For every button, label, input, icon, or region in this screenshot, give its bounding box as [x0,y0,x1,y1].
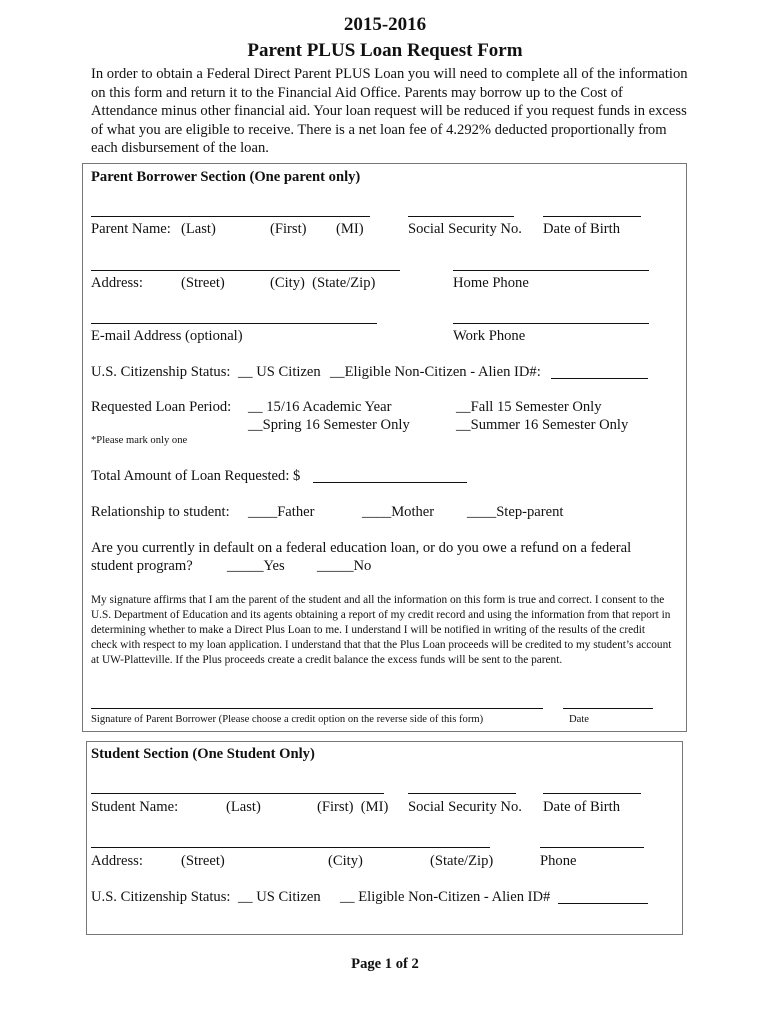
mark-only-one-note: *Please mark only one [91,435,188,446]
student-state-zip-label: (State/Zip) [430,853,494,869]
parent-email-label: E-mail Address (optional) [91,328,243,344]
parent-name-line[interactable] [91,216,370,217]
student-last-label: (Last) [226,799,261,815]
intro-paragraph: In order to obtain a Federal Direct Parent PLUS Loan you will need to complete all of the information on this form and return it to the Financial Aid Office. Parents may borrow up to the Cost of Attendance minus other financial aid. Your loan request will be reduced if you request funds in excess of what you are eligible to receive. There is a net loan fee of 4.292% deducted proportionally from each disbursement of the loan. [91,66,688,157]
page-number: Page 1 of 2 [351,956,419,972]
period-fall-option[interactable]: __Fall 15 Semester Only [456,399,602,415]
parent-home-phone-line[interactable] [453,270,649,271]
relationship-label: Relationship to student: [91,504,230,520]
default-question-line1: Are you currently in default on a federal education loan, or do you owe a refund on a federal [91,540,632,556]
student-phone-label: Phone [540,853,577,869]
form-year: 2015-2016 [343,14,427,35]
total-amount-line[interactable] [313,482,467,483]
student-alien-id-line[interactable] [558,903,648,904]
student-address-line[interactable] [91,847,490,848]
student-us-citizen-option[interactable]: __ US Citizen [238,889,321,905]
parent-email-line[interactable] [91,323,377,324]
student-address-label: Address: [91,853,143,869]
parent-city-state-label: (City) (State/Zip) [270,275,376,291]
parent-dob-line[interactable] [543,216,641,217]
parent-alien-id-line[interactable] [551,378,648,379]
form-title: Parent PLUS Loan Request Form [247,40,523,61]
parent-work-phone-line[interactable] [453,323,649,324]
student-city-label: (City) [328,853,363,869]
relationship-stepparent-option[interactable]: ____Step-parent [467,504,564,520]
signature-affirmation-text: My signature affirms that I am the parent of the student and all the information on this form is true and correct. I consent to the U.S. Department of Education and its agents obtaining a report of my credit record and using the information from that report in determining whether to make a Direct Plus Loan to me. I understand I will be notified in writing of the results of the credit check with respect to my loan application. I understand that that the Plus Loan proceeds will be credited to my student’s account at UW-Platteville. If the Plus proceeds create a credit balance the excess funds will be sent to the parent. [91,594,672,667]
parent-last-label: (Last) [181,221,216,237]
parent-address-line[interactable] [91,270,400,271]
parent-section-heading: Parent Borrower Section (One parent only) [91,169,361,185]
signature-date-line[interactable] [563,708,653,709]
period-spring-option[interactable]: __Spring 16 Semester Only [248,417,410,433]
default-no-option[interactable]: _____No [317,558,372,574]
parent-ssn-line[interactable] [408,216,514,217]
relationship-father-option[interactable]: ____Father [248,504,315,520]
student-dob-label: Date of Birth [543,799,621,815]
student-noncitizen-option[interactable]: __ Eligible Non-Citizen - Alien ID# [340,889,551,905]
parent-address-label: Address: [91,275,143,291]
parent-signature-line[interactable] [91,708,543,709]
student-street-label: (Street) [181,853,225,869]
parent-noncitizen-option[interactable]: __Eligible Non-Citizen - Alien ID#: [330,364,541,380]
parent-mi-label: (MI) [336,221,364,237]
parent-street-label: (Street) [181,275,225,291]
parent-first-label: (First) [270,221,307,237]
parent-home-phone-label: Home Phone [453,275,529,291]
student-first-mi-label: (First) (MI) [317,799,389,815]
student-ssn-line[interactable] [408,793,516,794]
period-summer-option[interactable]: __Summer 16 Semester Only [456,417,629,433]
default-question-line2: student program? [91,558,193,574]
default-yes-option[interactable]: _____Yes [227,558,285,574]
student-ssn-label: Social Security No. [408,799,522,815]
relationship-mother-option[interactable]: ____Mother [362,504,435,520]
parent-dob-label: Date of Birth [543,221,621,237]
parent-us-citizen-option[interactable]: __ US Citizen [238,364,321,380]
signature-date-label: Date [569,714,589,725]
parent-work-phone-label: Work Phone [453,328,526,344]
parent-ssn-label: Social Security No. [408,221,522,237]
student-name-label: Student Name: [91,799,179,815]
student-phone-line[interactable] [540,847,644,848]
total-amount-label: Total Amount of Loan Requested: $ [91,468,301,484]
student-section-heading: Student Section (One Student Only) [91,746,315,762]
student-citizenship-label: U.S. Citizenship Status: [91,889,231,905]
parent-name-label: Parent Name: [91,221,171,237]
student-name-line[interactable] [91,793,384,794]
student-dob-line[interactable] [543,793,641,794]
signature-label: Signature of Parent Borrower (Please choose a credit option on the reverse side of this form) [91,714,484,725]
period-academic-year-option[interactable]: __ 15/16 Academic Year [248,399,392,415]
parent-citizenship-label: U.S. Citizenship Status: [91,364,231,380]
loan-period-label: Requested Loan Period: [91,399,232,415]
